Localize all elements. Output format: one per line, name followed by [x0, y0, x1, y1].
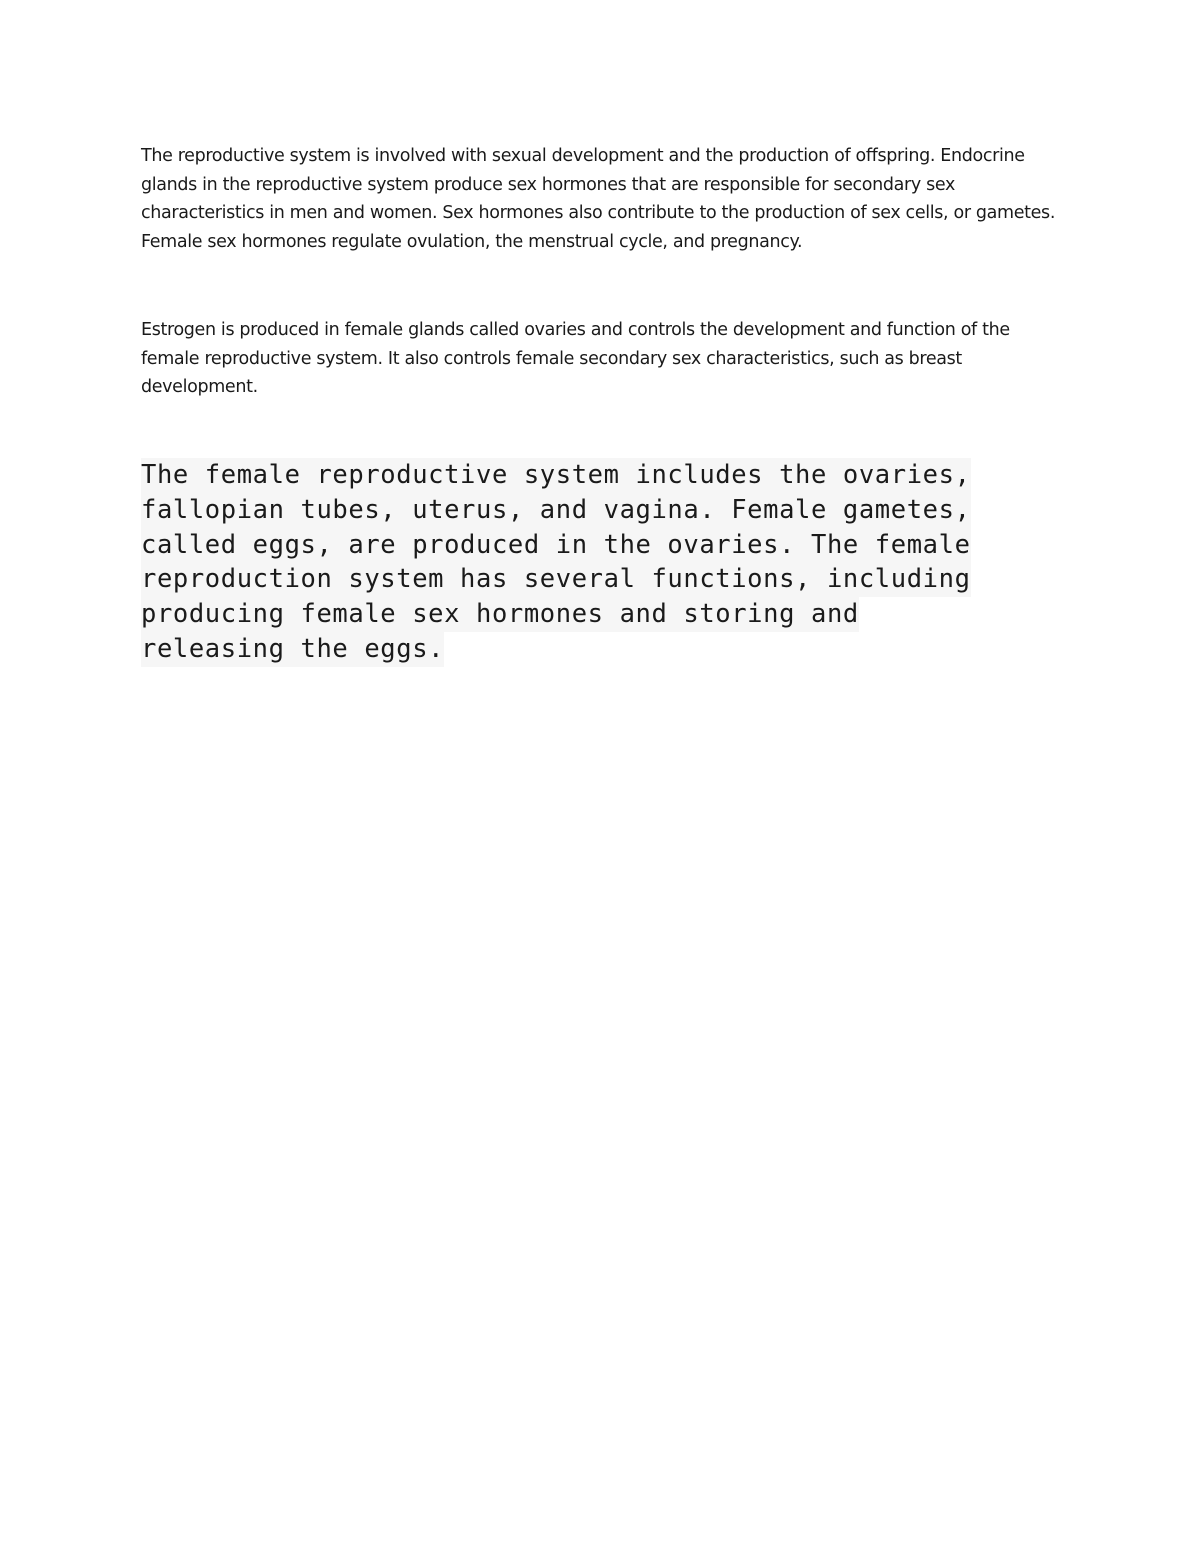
monospace-line: producing female sex hormones and storing and	[141, 597, 859, 632]
paragraph-estrogen: Estrogen is produced in female glands called ovaries and controls the development and function of the female reproductive system. It also controls female secondary sex characteristics, such as breast development.	[141, 320, 1010, 397]
monospace-line: The female reproductive system includes the ovaries,	[141, 458, 971, 493]
monospace-text-block	[141, 458, 1041, 667]
monospace-line: fallopian tubes, uterus, and vagina. Female gametes,	[141, 493, 971, 528]
monospace-line: releasing the eggs.	[141, 632, 444, 667]
monospace-line: called eggs, are produced in the ovaries. The female	[141, 528, 971, 563]
paragraph-reproductive-system: The reproductive system is involved with sexual development and the production of offspring. Endocrine glands in the reproductive system produce sex hormones that are responsible for secondary sex characteristics in men and women. Sex hormones also contribute to the production of sex cells, or gametes. Female sex hormones regulate ovulation, the menstrual cycle, and pregnancy.	[141, 146, 1056, 252]
monospace-line: reproduction system has several functions, including	[141, 562, 971, 597]
